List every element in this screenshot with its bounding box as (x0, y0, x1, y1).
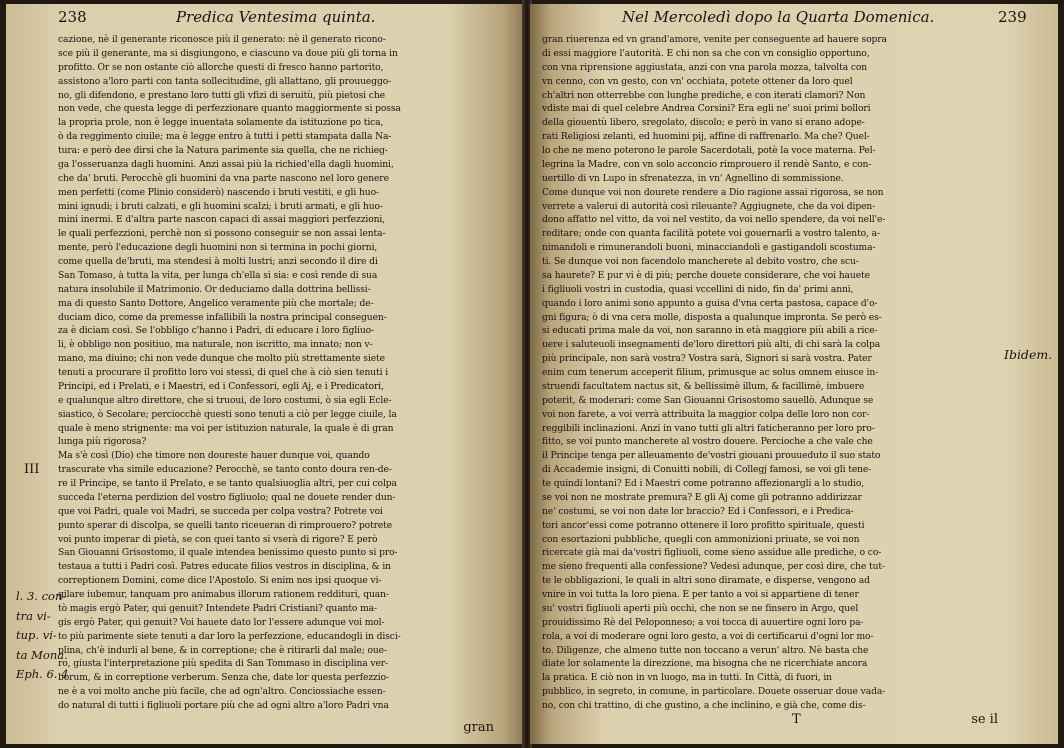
right-catchword: se il (971, 712, 998, 727)
text-line: gis ergò Pater, qui genuit? Voi hauete dato lor l'essere adunque voi mol- (58, 617, 385, 628)
text-line: più principale, non sarà vostra? Vostra sarà, Signori si sarà vostra. Pater (542, 354, 872, 365)
text-line: struendi facultatem nactus sit, & bellissimè illum, & facillimè, imbuere (542, 381, 865, 392)
text-line: voi non farete, a voi verrà attribuita la maggior colpa delle loro non cor- (542, 409, 870, 420)
text-line: tò magis ergò Pater, qui genuit? Intendete Padri Cristiani? quanto ma- (58, 603, 378, 614)
left-page-number: 238 (58, 8, 87, 26)
text-line: quando i loro animi sono appunto a guisa d'vna certa pastosa, capace d'o- (542, 298, 878, 309)
text-line: duciam dico, come da premesse infallibili la nostra principal conseguen- (58, 312, 387, 323)
text-line: tura: e però dee dirsi che la Natura parimente sia quella, che ne richieg- (58, 146, 388, 156)
text-line: come quella de'bruti, ma stendesi à molti lustri; anzi secondo il dire di (58, 257, 378, 267)
text-line: li, è obbligo non positiuo, ma naturale, non iscritto, ma innato; non v- (58, 340, 373, 351)
text-line: rola, a voi di moderare ogni loro gesto, a voi di certificarui d'ogni lor mo- (542, 631, 874, 642)
text-line: tori ancor'essi come potranno ottenere il loro profitto spirituale, questi (542, 520, 865, 531)
text-line: uertillo di vn Lupo in sfrenatezza, in vn' Agnellino di sommissione. (542, 173, 844, 184)
text-line: lunga più rigorosa? (58, 437, 147, 448)
text-line: ne' costumi, se voi non date lor braccio? Ed i Confessori, e i Predica- (542, 506, 854, 517)
text-line: sce più il generante, ma si disgiungono, e ciascuno va doue più gli torna in (58, 48, 398, 59)
margin-note-line: tup. vi- (16, 628, 57, 642)
text-line: della giouentù libero, sregolato, discolo; e però in vano si erano adope- (542, 118, 865, 129)
text-line: e qualunque altro direttore, che si truoui, de loro costumi, ò sia egli Ecle- (58, 395, 392, 406)
text-line: San Tomaso, à tutta la vita, per lunga ch'ella si sia: e così rende di sua (58, 270, 378, 281)
margin-note-line: l. 3. con- (16, 589, 67, 603)
text-line: sa haurete? E pur vi è di più; perche douete considerare, che voi hauete (542, 270, 870, 281)
text-line: Principi, ed i Prelati, e i Maestri, ed i Confessori, egli Aj, e i Predicatori, (58, 381, 384, 392)
text-line: ò da reggimento ciuile; ma è legge entro à tutti i petti stampata dalla Na- (58, 132, 392, 143)
text-line: vnire in voi tutta la loro piena. E per tanto a voi si appartiene di tener (542, 590, 859, 600)
text-line: che da' bruti. Perocchè gli huomini da vna parte nascono nel loro genere (58, 173, 389, 184)
text-line: vdiste mai di quel celebre Andrea Corsini? Era egli ne' suoi primi bollori (542, 104, 871, 115)
text-line: pubblico, in segreto, in comune, in particolare. Douete osseruar doue vada- (542, 687, 886, 698)
text-line: ricercate già mai da'vostri figliuoli, come sieno assidue alle prediche, o co- (542, 548, 882, 559)
text-line: gni figura; ò di vna cera molle, disposta a qualunque impronta. Se però es- (542, 312, 882, 323)
text-line: punto sperar di discolpa, se quelli tanto riceueran di rimprouero? potrete (58, 520, 393, 531)
text-line: ma di questo Santo Dottore, Angelico veramente più che mortale; de- (58, 298, 374, 309)
text-line: il Principe tenga per alleuamento de'vostri giouani prouueduto il suo stato (542, 451, 881, 462)
text-line: ne è a voi molto anche più facile, che ad ogn'altro. Conciossiache essen- (58, 687, 386, 698)
text-line: di essi maggiore l'autorità. E chi non sa che con vn consiglio opportuno, (542, 48, 870, 59)
text-line: enim cum tenerum acceperit filium, primusque ac solus omnem eiusce in- (542, 368, 879, 378)
text-line: verrete a valerui di autorità così rileuante? Aggiugnete, che da voi dipen- (542, 201, 876, 212)
text-line: trascurate vha simile educazione? Perocchè, se tanto conto doura ren-de- (58, 465, 392, 476)
text-line: San Giouanni Grisostomo, il quale intendea benissimo questo punto si pro- (58, 548, 398, 559)
text-line: testaua a tutti i Padri così. Patres educate filios vestros in disciplina, & in (58, 562, 391, 573)
right-running-head: Nel Mercoledì dopo la Quarta Domenica. (622, 8, 935, 26)
left-catchword: gran (463, 720, 494, 735)
text-line: nimandoli e rimunerandoli buoni, minacciandoli e gastigandoli scostuma- (542, 243, 876, 254)
text-line: fitto, se voi punto mancherete al vostro douere. Percioche a che vale che (542, 437, 873, 448)
text-line: non vede, che questa legge di perfezzionare quanto maggiormente si possa (58, 104, 401, 115)
margin-note-line: ta Mona. (16, 647, 68, 662)
text-line: su' vostri figliuoli aperti più occhi, che non se ne finsero in Argo, quel (542, 603, 859, 614)
text-line: assistono a'loro parti con tanta sollecitudine, gli allattano, gli prouueggo- (58, 76, 392, 87)
text-line: za è diciam così. Se l'obbligo c'hanno i Padri, di educare i loro figliuo- (58, 326, 375, 337)
text-line: con vna riprensione aggiustata, anzi con vna parola mozza, talvolta con (542, 62, 868, 73)
text-line: ga l'osseruanza dagli huomini. Anzi assai più la richied'ella dagli huomini, (58, 159, 394, 170)
left-running-head: Predica Ventesima quinta. (176, 8, 376, 26)
text-line: prouidissimo Rè del Peloponneso; a voi tocca di auuertire ogni loro pa- (542, 617, 864, 628)
text-line: que voi Padri, quale voi Madri, se succeda per colpa vostra? Potrete voi (58, 506, 383, 517)
text-line: reditare; onde con quanta facilità potete voi gouernarli a vostro talento, a- (542, 229, 880, 240)
text-line: succeda l'eterna perdizion del vostro figliuolo; qual ne douete render dun- (58, 492, 396, 503)
text-line: la propria prole, non è legge inuentata solamente da istituzione po tica, (58, 118, 384, 129)
text-line: ch'altri non otterrebbe con lunghe prediche, e con iterati clamori? Non (542, 90, 866, 101)
text-line: to più parimente siete tenuti a dar loro la perfezzione, educandogli in disci- (58, 631, 401, 642)
text-line: si educati prima male da voi, non saranno in età maggiore più abili a rice- (542, 326, 878, 337)
text-line: te quindi lontani? Ed i Maestri come potranno affezionargli a lo studio, (542, 479, 865, 489)
text-line: gran riuerenza ed vn grand'amore, venite per conseguente ad hauere sopra (542, 35, 887, 45)
text-line: rati Religiosi zelanti, ed huomini pij, affine di raffrenarlo. Ma che? Quel- (542, 132, 870, 143)
text-line: mano, ma diuino; chi non vede dunque che molto più strettamente siete (58, 354, 385, 365)
text-line: me sieno frequenti alla confessione? Vedesi adunque, per così dire, che tut- (542, 562, 885, 573)
text-line: con esortazioni pubbliche, quegli con ammonizioni priuate, se voi non (542, 534, 860, 545)
text-line: correptionem Domini, come dice l'Apostolo. Si enim nos ipsi quoque vi- (58, 576, 382, 587)
text-line: tenuti a procurare il profitto loro voi stessi, di quel che à ciò sien tenuti i (58, 368, 389, 378)
text-line: Come dunque voi non dourete rendere a Dio ragione assai rigorosa, se non (542, 187, 884, 198)
text-line: uere i saluteuoli insegnamenti de'loro direttori più alti, di chi sarà la colpa (542, 340, 881, 351)
text-line: profitto. Or se non ostante ciò allorche questi di fresco hanno partorito, (58, 62, 384, 73)
text-line: quale è meno strignente: ma voi per istituzion naturale, la quale è di gran (58, 423, 394, 434)
text-line: Ma s'è così (Dio) che timore non doureste hauer dunque voi, quando (58, 451, 370, 462)
section-mark: III (24, 462, 40, 477)
text-line: no, gli difendono, e prestano loro tutti gli vfizi di seruitù, più pietosi che (58, 90, 385, 101)
text-line: se voi non ne mostrate premura? E gli Aj come gli potranno addirizzar (542, 492, 862, 503)
text-line: borum, & in correptione verberum. Senza che, date lor questa perfezzio- (58, 673, 389, 684)
text-line: cazione, nè il generante riconosce più il generato: nè il generato ricono- (58, 35, 386, 45)
left-body-text (58, 34, 510, 714)
text-line: men perfetti (come Plinio considerò) nascendo i bruti vestiti, e gli huo- (58, 187, 379, 198)
text-line: re il Principe, se tanto il Prelato, e se tanto qualsiuoglia altri, per cui colpa (58, 479, 397, 489)
text-line: siastico, ò Secolare; perciocchè questi sono tenuti a ciò per legge ciuile, la (58, 409, 397, 420)
text-line: la pratica. E ciò non in vn luogo, ma in tutti. In Città, di fuori, in (542, 673, 832, 684)
text-line: diate lor solamente la direzzione, ma bisogna che ne ricerchiate ancora (542, 659, 868, 670)
text-line: reggibili inclinazioni. Anzi in vano tutti gli altri faticheranno per loro pro- (542, 423, 875, 434)
text-line: legrina la Madre, con vn solo acconcio rimprouero il rendè Santo, e con- (542, 159, 872, 170)
right-body-text (542, 34, 988, 714)
text-line: ti. Se dunque voi non facendolo mancherete al debito vostro, che scu- (542, 257, 859, 267)
text-line: lo che ne meno poterono le parole Sacerdotali, potè la voce materna. Pel- (542, 146, 876, 156)
text-line: di Accademie insigni, di Conuitti nobili, di Collegj famosi, se voi gli tene- (542, 465, 872, 476)
text-line: plina, ch'è indurli al bene, & in correptione; che è ritirarli dal male; oue- (58, 645, 387, 656)
text-line: gilare iubemur, tanquam pro animabus illorum rationem reddituri, quan- (58, 590, 389, 600)
text-line: mente, però l'educazione degli huomini non si termina in pochi giorni, (58, 243, 378, 254)
margin-note-line: tra vi- (16, 608, 51, 623)
signature-mark: T (792, 712, 801, 727)
text-line: i figliuoli vostri in custodia, quasi vccellini di nido, fin da' primi anni, (542, 284, 854, 295)
text-line: dono affatto nel vitto, da voi nel vestito, da voi nello spendere, da voi nell'e- (542, 215, 886, 226)
margin-note-line: Eph. 6. 4 (16, 667, 69, 681)
right-margin-note: Ibidem. (1004, 347, 1053, 362)
text-line: ro, giusta l'interpretazione più spedita di San Tommaso in disciplina ver- (58, 659, 389, 670)
right-page (530, 4, 1058, 744)
text-line: do natural di tutti i figliuoli portare più che ad ogni altro a'loro Padri vna (58, 701, 389, 711)
text-line: to. Diligenze, che almeno tutte non toccano a verun' altro. Nè basta che (542, 645, 869, 656)
right-page-number: 239 (998, 8, 1027, 26)
text-line: mini inermi. E d'altra parte nascon capaci di assai maggiori perfezzioni, (58, 215, 386, 226)
text-line: natura insolubile il Matrimonio. Or deduciamo dalla dottrina bellissi- (58, 284, 371, 295)
text-line: no, con chi trattino, di che gustino, a che inclinino, e già che, come dis- (542, 701, 866, 711)
text-line: mini ignudi; i bruti calzati, e gli huomini scalzi; i bruti armati, e gli huo- (58, 201, 383, 212)
text-line: vn cenno, con vn gesto, con vn' occhiata, potete ottener da loro quel (542, 76, 853, 87)
text-line: voi punto imperar di pietà, se con quei tanto si vserà di rigore? E però (58, 534, 378, 545)
left-page (6, 4, 524, 744)
text-line: te le obbligazioni, le quali in altri sono diramate, e disperse, vengono ad (542, 576, 870, 587)
text-line: le quali perfezzioni, perchè non si possono conseguir se non assai lenta- (58, 229, 386, 240)
text-line: poterit, & moderari: come San Giouanni Grisostomo sauellò. Adunque se (542, 395, 874, 406)
